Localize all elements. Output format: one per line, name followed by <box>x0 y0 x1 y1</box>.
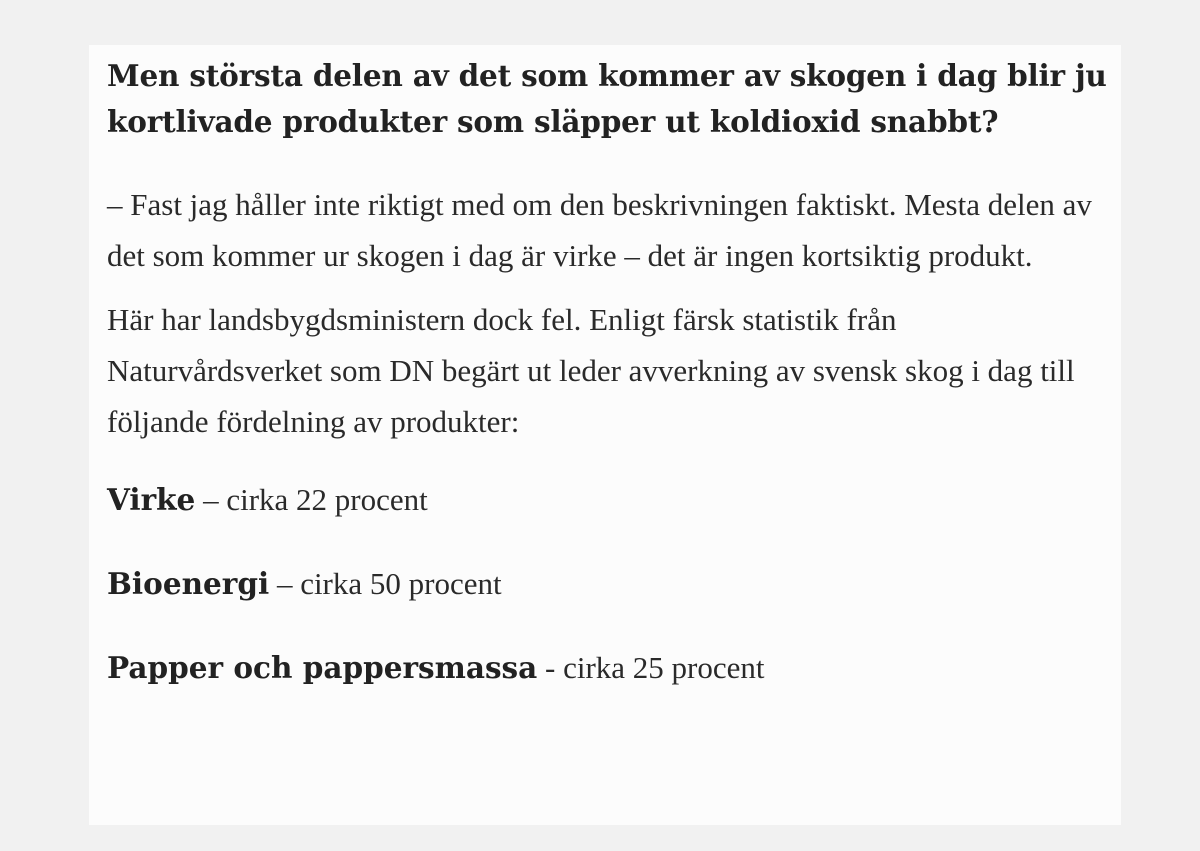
product-share: – cirka 50 procent <box>269 566 502 601</box>
fact-check-paragraph: Här har landsbygdsministern dock fel. Enligt färsk statistik från Naturvårdsverket som DN begärt ut leder avverkning av svensk skog i dag till följande fördelning av produkter: <box>107 302 1075 439</box>
product-distribution-list <box>107 474 1121 726</box>
product-share: – cirka 22 procent <box>195 482 428 517</box>
product-share: - cirka 25 procent <box>537 650 765 685</box>
list-item <box>107 474 1121 558</box>
interview-answer: – Fast jag håller inte riktigt med om den beskrivningen faktiskt. Mesta delen av det som kommer ur skogen i dag är virke – det är ingen kortsiktig produkt. <box>107 187 1092 273</box>
product-label: Virke <box>107 482 196 517</box>
interview-question: Men största delen av det som kommer av skogen i dag blir ju kortlivade produkter som släpper ut koldioxid snabbt? <box>107 58 1107 139</box>
list-item <box>107 558 1121 642</box>
product-label: Papper och pappersmassa <box>107 650 538 685</box>
product-label: Bioenergi <box>107 566 270 601</box>
list-item <box>107 642 1121 726</box>
article-excerpt <box>89 45 1121 825</box>
